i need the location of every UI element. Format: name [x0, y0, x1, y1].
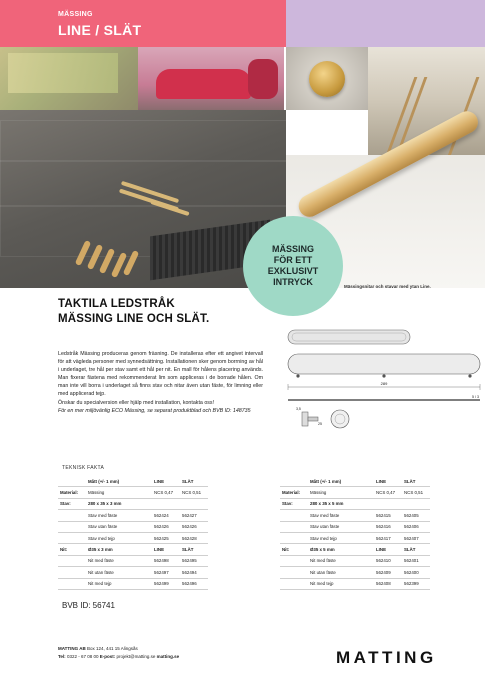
table-cell: 562408 [374, 578, 402, 589]
table-cell [402, 498, 430, 509]
table-cell: Stav utan fäste [308, 521, 374, 532]
table-cell: Ø35 x 5 mm [308, 544, 374, 555]
table-cell: 562407 [402, 532, 430, 543]
table-cell [374, 498, 402, 509]
table-row [280, 555, 430, 566]
table-cell [58, 578, 86, 589]
table-cell [58, 521, 86, 532]
table-cell: LINE [374, 476, 402, 487]
table-cell: Stav: [58, 498, 86, 509]
table-cell: NCS 0,47 [374, 487, 402, 498]
spec-table-3mm [58, 476, 208, 590]
table-cell: Nit med fäste [308, 555, 374, 566]
technical-drawing [282, 328, 482, 450]
table-cell [280, 567, 308, 578]
table-cell: 562399 [402, 578, 430, 589]
technical-facts-label: TEKNISK FAKTA [62, 465, 105, 471]
footer-company: MATTING AB [58, 646, 86, 651]
table-cell: 562498 [152, 555, 180, 566]
table-cell: 562417 [374, 532, 402, 543]
table-cell: Material: [280, 487, 308, 498]
bvb-id: BVB ID: 56741 [62, 601, 115, 610]
footer-tel-label: Tel: [58, 654, 66, 659]
table-row [280, 544, 430, 555]
table-cell: 562426 [152, 521, 180, 532]
body-text [58, 350, 263, 415]
table-cell: NCS 0,51 [402, 487, 430, 498]
table-cell: Material: [58, 487, 86, 498]
table-cell: LINE [152, 544, 180, 555]
table-cell: SLÄT [402, 544, 430, 555]
table-cell: Nit: [58, 544, 86, 555]
table-row [280, 510, 430, 521]
body-note: För en mer miljövänlig ECO Mässing, se separat produktblad och BVB ID: 148735 [58, 407, 251, 414]
heading-line-1: TAKTILA LEDSTRÅK [58, 298, 175, 310]
table-cell [58, 510, 86, 521]
table-row [280, 498, 430, 509]
table-cell [280, 532, 308, 543]
table-cell: 280 x 35 x 5 mm [308, 498, 374, 509]
table-cell: 562497 [152, 567, 180, 578]
table-cell: Mått (+/- 1 mm) [86, 476, 152, 487]
table-cell: Mått (+/- 1 mm) [308, 476, 374, 487]
header-band-pink [0, 0, 286, 47]
table-cell: SLÄT [180, 476, 208, 487]
table-cell: Stav utan fäste [86, 521, 152, 532]
table-cell: 562424 [152, 510, 180, 521]
badge-line-3: EXKLUSIVT [267, 266, 319, 276]
table-cell [180, 498, 208, 509]
table-cell: 562406 [402, 521, 430, 532]
table-cell: LINE [152, 476, 180, 487]
table-cell: 562496 [180, 578, 208, 589]
table-cell: 562428 [180, 532, 208, 543]
table-cell: Stav med tejp [308, 532, 374, 543]
table-row [58, 521, 208, 532]
table-cell: Stav med fäste [86, 510, 152, 521]
table-cell: Stav med tejp [86, 532, 152, 543]
table-row [280, 521, 430, 532]
table-cell: 562415 [374, 510, 402, 521]
matting-logo: MATTING [336, 648, 437, 667]
table-row [280, 487, 430, 498]
table-row [58, 544, 208, 555]
dim-stud-height: 3,5 [296, 407, 301, 411]
table-cell [280, 521, 308, 532]
table-cell: 562426 [180, 521, 208, 532]
table-cell [280, 476, 308, 487]
table-cell: 280 x 35 x 3 mm [86, 498, 152, 509]
table-cell: SLÄT [180, 544, 208, 555]
table-cell [280, 555, 308, 566]
footer-tel: 0322 - 67 08 00 [66, 654, 99, 659]
table-cell: Ø35 x 3 mm [86, 544, 152, 555]
badge-line-4: INTRYCK [273, 277, 313, 287]
photo-brass-stud [286, 47, 368, 110]
table-cell [280, 510, 308, 521]
table-row [58, 578, 208, 589]
table-cell: 562499 [152, 578, 180, 589]
heading-line-2: MÄSSING LINE OCH SLÄT. [58, 313, 210, 325]
dim-length: 289 [380, 381, 388, 386]
table-cell: Stav med fäste [308, 510, 374, 521]
dim-height: 5 / 3 [472, 395, 479, 399]
table-row [58, 498, 208, 509]
table-cell: 562416 [374, 521, 402, 532]
table-cell: NCS 0,51 [180, 487, 208, 498]
dim-stud-width: 25 [318, 422, 322, 426]
table-row [280, 476, 430, 487]
header-title: LINE / SLÄT [58, 22, 142, 38]
table-cell: 562425 [152, 532, 180, 543]
table-cell: 562405 [402, 510, 430, 521]
badge-line-1: MÄSSING [271, 244, 314, 254]
photo-lobby [0, 47, 138, 110]
footer-address: Box 124, 441 15 Alingsås [87, 646, 138, 651]
table-cell [280, 578, 308, 589]
table-cell: LINE [374, 544, 402, 555]
table-row [280, 532, 430, 543]
table-cell: 562494 [180, 567, 208, 578]
table-cell [58, 555, 86, 566]
table-cell: Nit: [280, 544, 308, 555]
table-cell [58, 567, 86, 578]
table-row [58, 510, 208, 521]
table-cell: Nit utan fäste [86, 567, 152, 578]
spec-table-5mm [280, 476, 430, 590]
table-row [280, 578, 430, 589]
table-row [58, 555, 208, 566]
table-cell [58, 532, 86, 543]
footer-email[interactable]: projekt@matting.se [116, 654, 156, 659]
badge-line-2: FÖR ETT [273, 255, 313, 265]
body-paragraph-1: Ledstråk Mässing produceras genom fräsning. De installeras efter ett angivet intervall för att vägleda personer med synnedsättning. Installationen sker genom borrning av hål i underlaget, tre hål per stav samt ett hål per nit. En mall för hålens placering används. Man fixerar fästena med rekommenderat lim som appliceras i de borrade hålen. Om man inte vill borra i underlaget så finns stav och nitar även utan fäste, för limning eller med applicerad tejp. [58, 351, 263, 398]
table-cell: Nit utan fäste [308, 567, 374, 578]
header-kicker: MÄSSING [58, 11, 93, 18]
footer-contact [58, 645, 179, 661]
table-cell: Nit med fäste [86, 555, 152, 566]
table-row [280, 567, 430, 578]
table-cell: NCS 0,47 [152, 487, 180, 498]
table-cell: Mässing [308, 487, 374, 498]
table-row [58, 532, 208, 543]
table-cell: 562409 [374, 567, 402, 578]
photo-caption: Mässingsnitar och stavar med ytan Line. [344, 284, 431, 289]
table-cell: Nit med tejp [308, 578, 374, 589]
table-cell: Stav: [280, 498, 308, 509]
footer-web[interactable]: matting.se [156, 654, 180, 659]
photo-sofa [138, 47, 284, 110]
table-cell: 562400 [402, 567, 430, 578]
table-row [58, 476, 208, 487]
table-cell: SLÄT [402, 476, 430, 487]
table-cell: Nit med tejp [86, 578, 152, 589]
table-row [58, 487, 208, 498]
table-cell: 562401 [402, 555, 430, 566]
footer-email-label: E-post: [99, 654, 116, 659]
body-paragraph-2: Önskar du specialversion eller hjälp med installation, kontakta oss! [58, 399, 215, 406]
header-band-lavender [286, 0, 485, 47]
promo-badge [243, 216, 343, 316]
table-cell: 562495 [180, 555, 208, 566]
table-cell: 562427 [180, 510, 208, 521]
table-cell: Mässing [86, 487, 152, 498]
table-row [58, 567, 208, 578]
table-cell [152, 498, 180, 509]
table-cell [58, 476, 86, 487]
table-cell: 562410 [374, 555, 402, 566]
